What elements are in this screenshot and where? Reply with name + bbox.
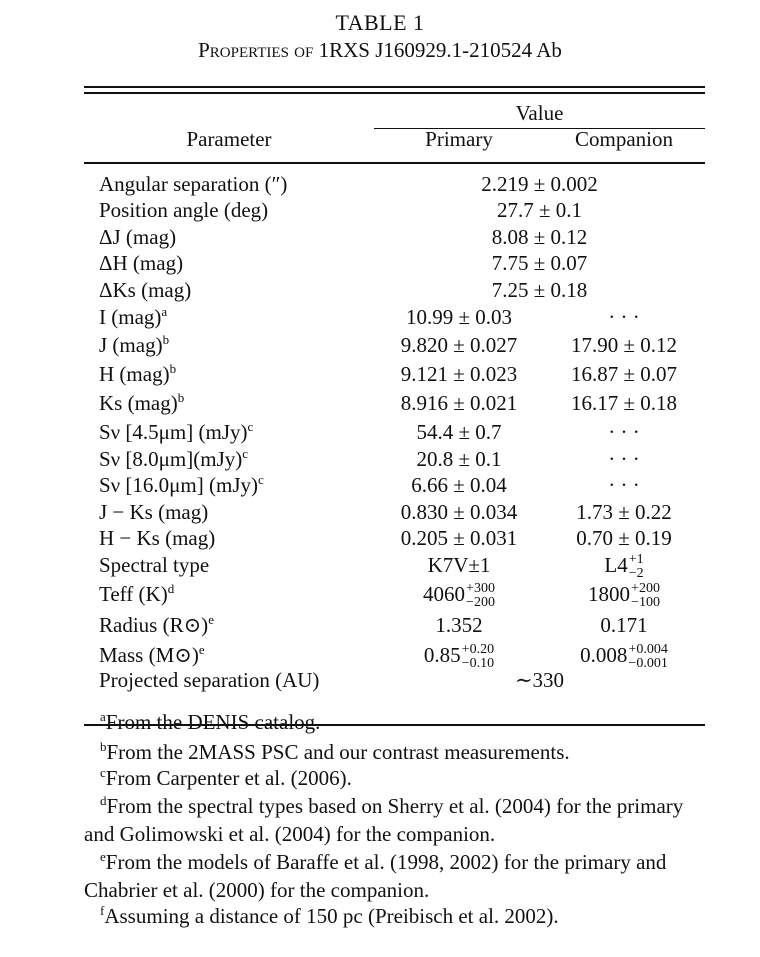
- value-uncertainty: [629, 553, 644, 581]
- parameter-cell: [99, 198, 268, 223]
- lower-error: −2: [628, 566, 644, 582]
- companion-cell: · · ·: [608, 473, 640, 497]
- table-row: [0, 420, 760, 448]
- footnote-mark: b: [169, 361, 177, 376]
- parameter-cell: [99, 225, 176, 250]
- footnote: [84, 708, 704, 736]
- footnote-mark: e: [198, 642, 205, 657]
- companion-cell: 1.73 ± 0.22: [576, 500, 672, 524]
- value-uncertainty: [466, 582, 495, 610]
- table-row: [0, 582, 760, 610]
- footnote-mark: c: [258, 472, 264, 487]
- table-row: [0, 362, 760, 390]
- table-row: [0, 447, 760, 475]
- companion-cell: [544, 582, 704, 610]
- value-cell: 8.08 ± 0.12: [491, 225, 588, 249]
- table-row: [0, 553, 760, 581]
- table-row: [0, 333, 760, 361]
- table-row: [0, 198, 760, 226]
- parameter-cell: [99, 172, 287, 197]
- primary-cell: 10.99 ± 0.03: [405, 305, 513, 329]
- upper-error: +200: [631, 581, 660, 597]
- parameter-cell: [99, 643, 205, 668]
- footnote-mark: e: [208, 612, 214, 627]
- footnote-mark: a: [161, 304, 168, 319]
- primary-cell: 6.66 ± 0.04: [411, 473, 507, 497]
- table-row: [0, 225, 760, 253]
- value-base: 0.85: [423, 643, 461, 667]
- parameter-name: Ks (mag): [99, 391, 178, 415]
- companion-cell: · · ·: [608, 447, 640, 471]
- table-row: [0, 613, 760, 641]
- companion-cell: 0.171: [600, 613, 648, 637]
- primary-cell: [374, 582, 544, 610]
- parameter-name: Teff (K): [99, 582, 168, 606]
- footnote-mark: c: [100, 765, 106, 780]
- companion-cell: · · ·: [608, 420, 640, 444]
- value-uncertainty: [462, 643, 494, 671]
- primary-cell: 54.4 ± 0.7: [416, 420, 502, 444]
- parameter-name: H − Ks (mag): [99, 526, 216, 550]
- primary-cell: 0.830 ± 0.034: [400, 500, 518, 524]
- value-cell: ∼330: [514, 668, 565, 692]
- value-cell: 2.219 ± 0.002: [481, 172, 598, 196]
- parameter-cell: [99, 500, 208, 525]
- companion-cell: [544, 643, 704, 671]
- table-caption: [0, 38, 760, 63]
- parameter-name: ΔJ (mag): [99, 225, 177, 249]
- table-label: TABLE 1: [335, 10, 425, 35]
- parameter-cell: [99, 447, 248, 472]
- value-base: 0.008: [580, 643, 628, 667]
- parameter-cell: [99, 251, 183, 276]
- value-cell: 7.75 ± 0.07: [491, 251, 588, 275]
- parameter-name: Sν [16.0μm] (mJy): [99, 473, 258, 497]
- footnote-text: From the models of Baraffe et al. (1998, 2002) for the primary and Chabrier et al. (2000) for the companion.: [84, 850, 667, 902]
- lower-error: −0.001: [628, 656, 668, 672]
- upper-error: +1: [628, 552, 644, 568]
- parameter-name: Projected separation (AU): [99, 668, 320, 692]
- top-rule: [84, 86, 705, 88]
- parameter-cell: [99, 305, 167, 330]
- parameter-name: Angular separation (″): [99, 172, 288, 196]
- parameter-cell: [99, 582, 174, 607]
- table-row: [0, 278, 760, 306]
- companion-cell: 17.90 ± 0.12: [570, 333, 678, 357]
- footnote-mark: b: [100, 739, 107, 754]
- parameter-cell: [99, 391, 184, 416]
- table-row: [0, 500, 760, 528]
- footnote-text: From the spectral types based on Sherry et al. (2004) for the primary and Golimowski et al. (2004) for the companion.: [84, 794, 684, 846]
- parameter-name: J (mag): [99, 333, 163, 357]
- footnote: [84, 848, 704, 904]
- footnote-text: Assuming a distance of 150 pc (Preibisch et al. 2002).: [104, 904, 559, 928]
- footnote-mark: d: [100, 793, 107, 808]
- primary-cell: 9.121 ± 0.023: [400, 362, 518, 386]
- footnote: [84, 902, 704, 930]
- parameter-name: Sν [4.5μm] (mJy): [99, 420, 248, 444]
- footnote-text: From the DENIS catalog.: [105, 710, 321, 734]
- parameter-cell: [99, 526, 215, 551]
- value-uncertainty: [628, 643, 667, 671]
- primary-cell: 0.205 ± 0.031: [400, 526, 518, 550]
- primary-cell: 1.352: [435, 613, 483, 637]
- header-primary: Primary: [425, 127, 493, 151]
- value-cell: 27.7 ± 0.1: [496, 198, 583, 222]
- parameter-name: I (mag): [99, 305, 162, 329]
- parameter-cell: [99, 553, 209, 578]
- table-row: [0, 172, 760, 200]
- parameter-cell: [99, 278, 191, 303]
- table-row: [0, 526, 760, 554]
- primary-cell: 9.820 ± 0.027: [400, 333, 518, 357]
- footnote-mark: b: [177, 390, 185, 405]
- footnote-text: From Carpenter et al. (2006).: [105, 766, 352, 790]
- primary-cell: [374, 643, 544, 671]
- parameter-cell: [99, 613, 214, 638]
- footnote: [84, 792, 704, 848]
- parameter-name: Mass (M⊙): [99, 643, 199, 667]
- table-row: [0, 391, 760, 419]
- top-rule-second: [84, 92, 705, 94]
- table-row: [0, 668, 760, 696]
- caption-prefix: Properties of: [198, 38, 314, 62]
- parameter-cell: [99, 420, 253, 445]
- parameter-name: H (mag): [99, 362, 170, 386]
- parameter-cell: [99, 473, 264, 498]
- companion-cell: 0.70 ± 0.19: [576, 526, 672, 550]
- parameter-name: Position angle (deg): [99, 198, 269, 222]
- parameter-name: ΔKs (mag): [99, 278, 192, 302]
- caption-object: 1RXS J160929.1-210524 Ab: [318, 38, 562, 62]
- parameter-name: Sν [8.0μm](mJy): [99, 447, 243, 471]
- parameter-name: Spectral type: [99, 553, 210, 577]
- table-row: [0, 251, 760, 279]
- footnote-mark: e: [100, 849, 106, 864]
- footnote: [84, 738, 704, 766]
- footnote-mark: c: [247, 419, 254, 434]
- lower-error: −0.10: [461, 656, 495, 672]
- parameter-cell: [99, 668, 319, 693]
- primary-cell: K7V±1: [427, 553, 491, 577]
- companion-cell: 16.17 ± 0.18: [570, 391, 678, 415]
- lower-error: −100: [631, 595, 660, 611]
- header-bottom-rule: [84, 162, 705, 164]
- footnote-text: From the 2MASS PSC and our contrast measurements.: [106, 740, 570, 764]
- lower-error: −200: [466, 595, 495, 611]
- parameter-name: Radius (R⊙): [99, 613, 209, 637]
- value-base: L4: [604, 553, 628, 577]
- primary-cell: 8.916 ± 0.021: [400, 391, 518, 415]
- header-companion: Companion: [575, 127, 673, 151]
- companion-cell: 16.87 ± 0.07: [570, 362, 678, 386]
- header-parameter: Parameter: [186, 127, 272, 151]
- companion-cell: [544, 553, 704, 581]
- table-row: [0, 305, 760, 333]
- upper-error: +300: [466, 581, 495, 597]
- footnote-mark: a: [100, 709, 106, 724]
- parameter-name: J − Ks (mag): [99, 500, 209, 524]
- footnote-mark: c: [242, 446, 249, 461]
- table-row: [0, 643, 760, 671]
- value-uncertainty: [631, 582, 660, 610]
- parameter-name: ΔH (mag): [99, 251, 184, 275]
- value-cell: 7.25 ± 0.18: [491, 278, 588, 302]
- upper-error: +0.004: [628, 642, 668, 658]
- header-value: Value: [515, 101, 564, 125]
- upper-error: +0.20: [461, 642, 495, 658]
- parameter-cell: [99, 333, 169, 358]
- value-base: 4060: [423, 582, 466, 606]
- footnote-mark: b: [162, 332, 170, 347]
- parameter-cell: [99, 362, 176, 387]
- companion-cell: · · ·: [608, 305, 640, 329]
- table-row: [0, 473, 760, 501]
- footnote-mark: f: [100, 903, 105, 918]
- footnote: [84, 764, 704, 792]
- primary-cell: 20.8 ± 0.1: [416, 447, 502, 471]
- footnote-mark: d: [167, 581, 175, 596]
- value-base: 1800: [588, 582, 631, 606]
